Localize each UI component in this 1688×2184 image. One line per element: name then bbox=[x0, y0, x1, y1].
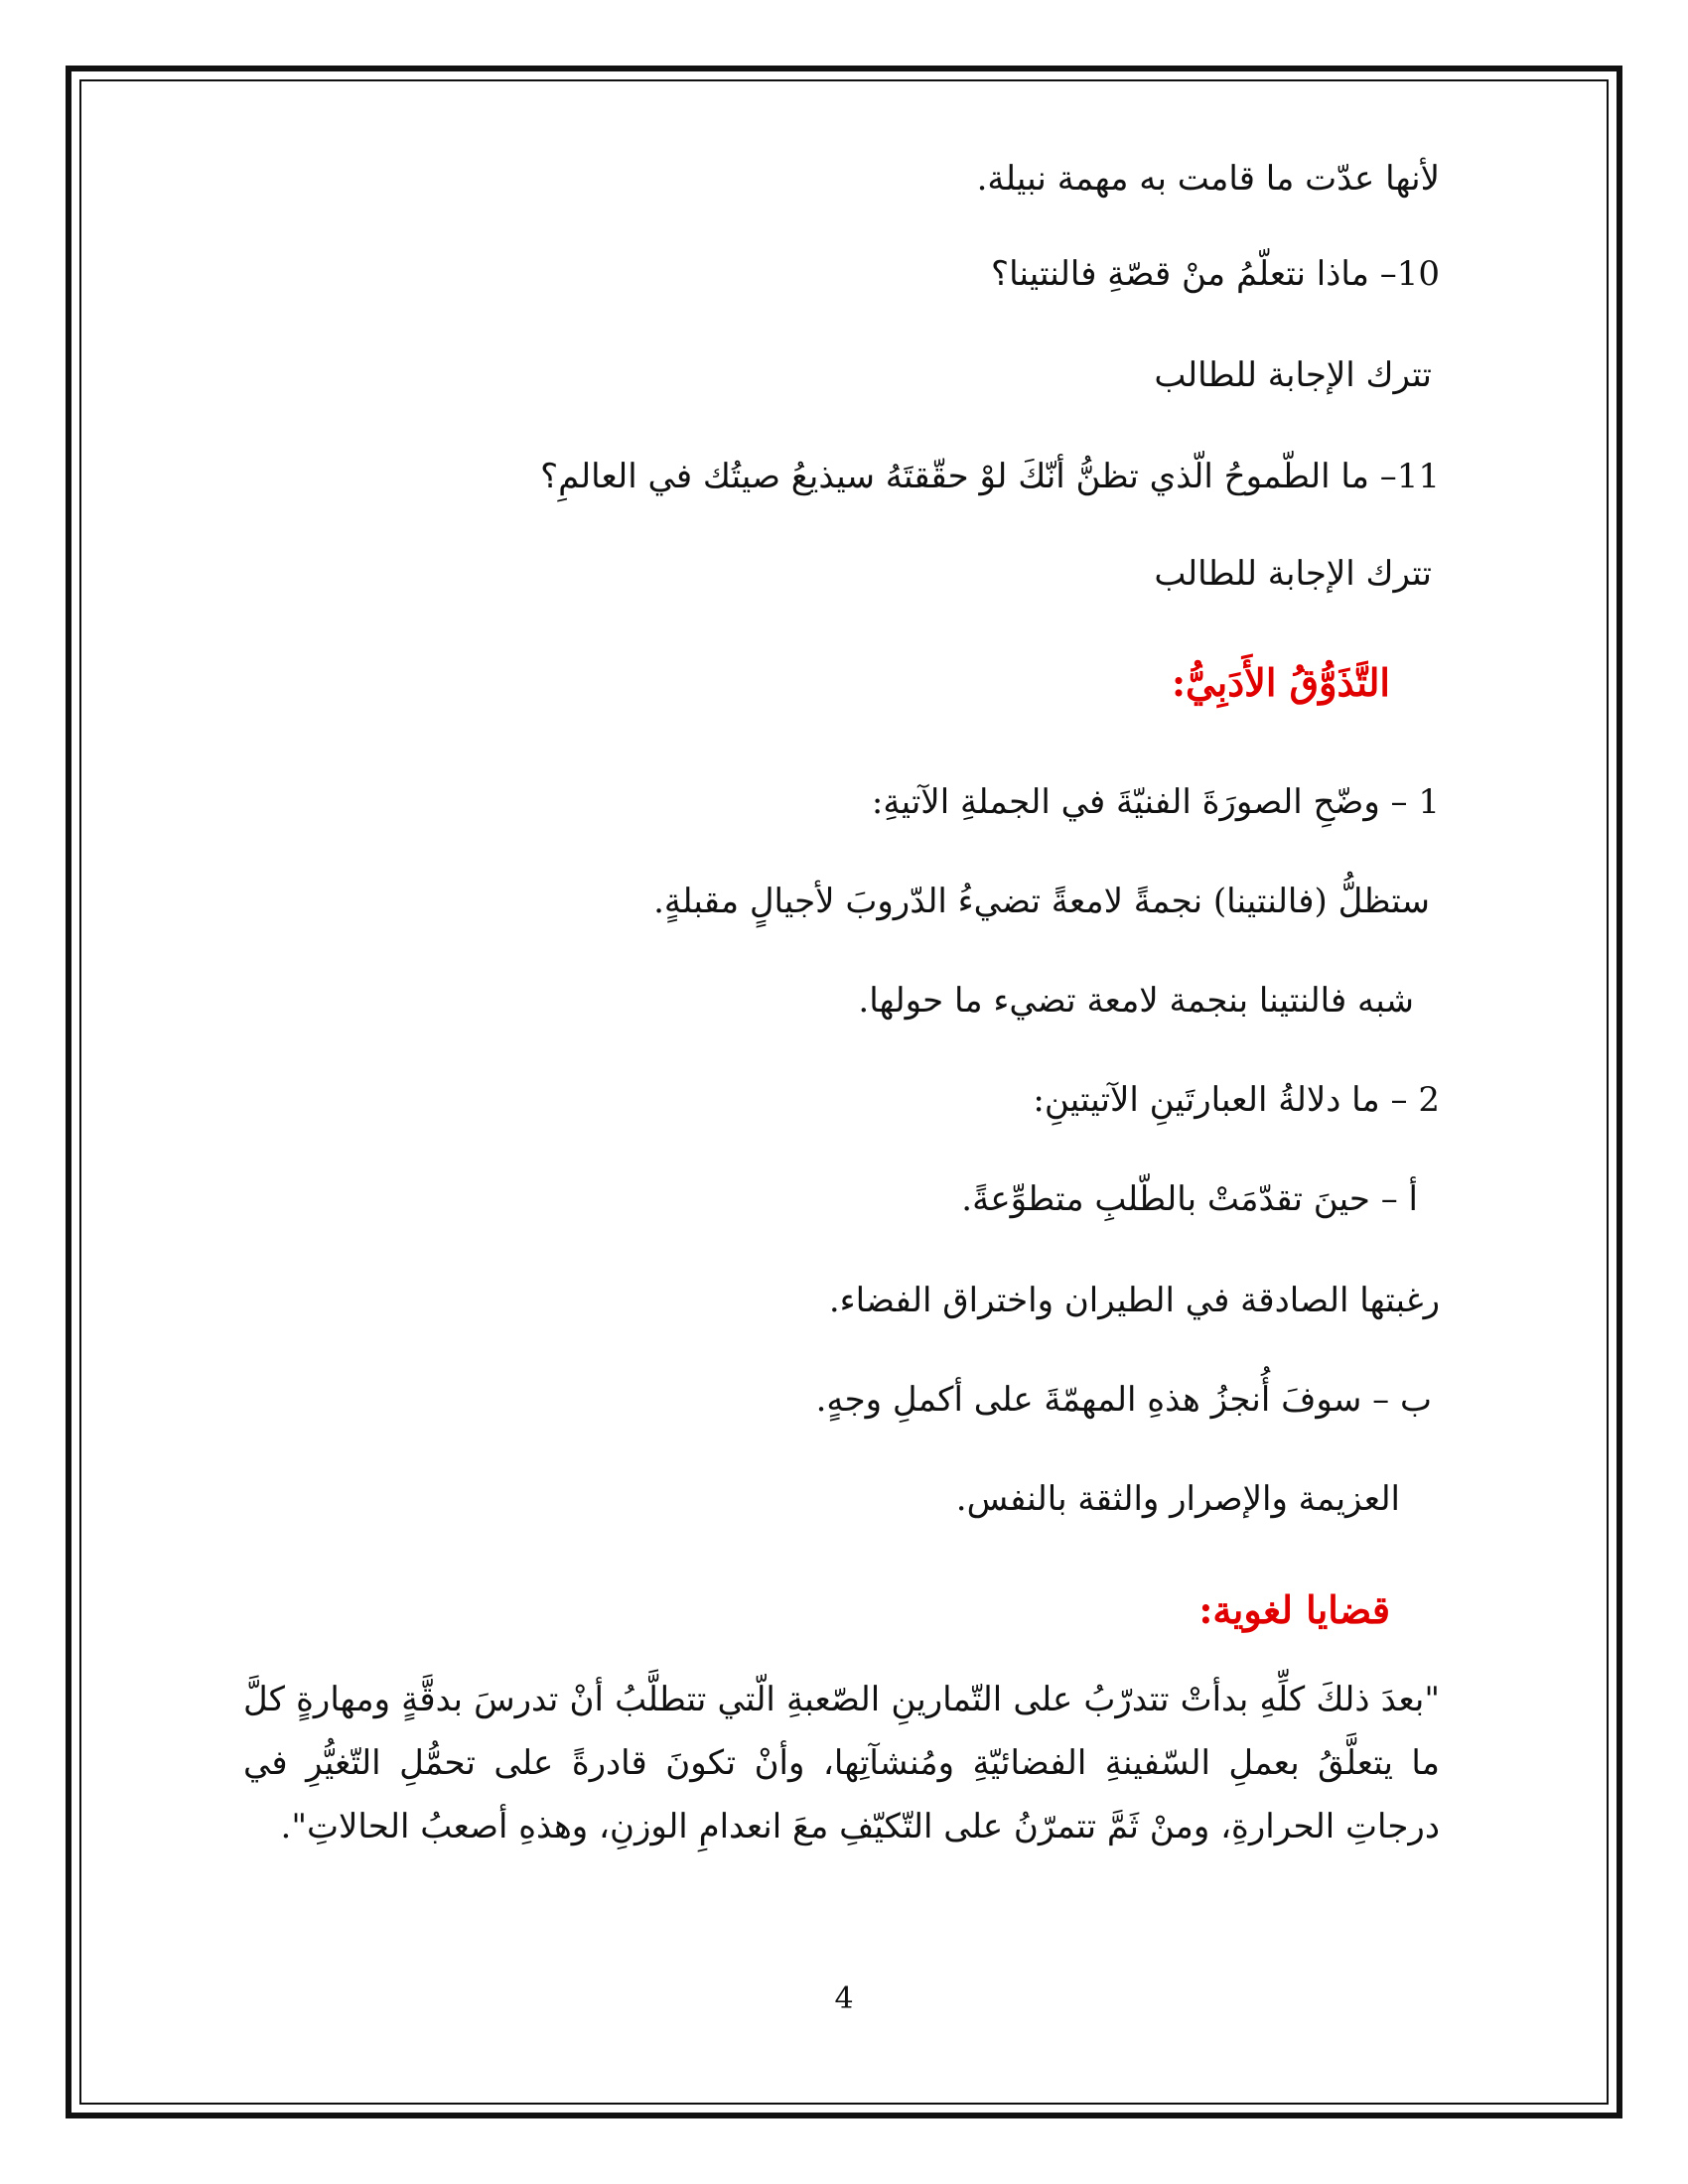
language-paragraph: "بعدَ ذلكَ كلِّهِ بدأتْ تتدرّبُ على التّمارينِ الصّعبةِ الّتي تتطلَّبُ أنْ تدرسَ بدقَّةٍ ومهارةٍ كلَّ ما يتعلَّقُ بعملِ السّفينةِ الفضائيّةِ ومُنشآتِها، وأنْ تكونَ قادرةً على تحمُّلِ التّغيُّرِ في درجاتِ الحرارةِ، ومنْ ثَمَّ تتمرّنُ على التّكيّفِ معَ انعدامِ الوزنِ، وهذهِ أصعبُ الحالاتِ". bbox=[243, 1680, 1440, 1846]
literary-question-1-sentence: ستظلُّ (فالنتينا) نجمةً لامعةً تضيءُ الدّروبَ لأجيالٍ مقبلةٍ. bbox=[653, 882, 1430, 921]
literary-question-2: 2 – ما دلالةُ العبارتَينِ الآتيتينِ: bbox=[1033, 1080, 1440, 1120]
page-number: 4 bbox=[834, 1981, 854, 2016]
language-issues-heading: قضايا لغوية: bbox=[1198, 1587, 1390, 1632]
answer-line-9: لأنها عدّت ما قامت به مهمة نبيلة. bbox=[976, 159, 1440, 199]
literary-answer-1: شبه فالنتينا بنجمة لامعة تضيء ما حولها. bbox=[858, 981, 1414, 1021]
question-10: 10– ماذا نتعلّمُ منْ قصّةِ فالنتينا؟ bbox=[991, 254, 1440, 294]
literary-answer-2a: رغبتها الصادقة في الطيران واختراق الفضاء. bbox=[828, 1281, 1440, 1320]
literary-appreciation-heading: التَّذَوُّقُ الأَدَبِيُّ: bbox=[1171, 660, 1390, 705]
literary-answer-2b: العزيمة والإصرار والثقة بالنفس. bbox=[955, 1479, 1400, 1519]
literary-question-1: 1 – وضّحِ الصورَةَ الفنيّةَ في الجملةِ الآتيةِ: bbox=[871, 782, 1440, 822]
answer-11: تترك الإجابة للطالب bbox=[1154, 554, 1432, 594]
literary-question-2a: أ – حينَ تقدّمَتْ بالطّلبِ متطوِّعةً. bbox=[961, 1179, 1418, 1219]
answer-10: تترك الإجابة للطالب bbox=[1154, 355, 1432, 395]
literary-question-2b: ب – سوفَ أُنجزُ هذهِ المهمّةَ على أكملِ وجهٍ. bbox=[815, 1380, 1432, 1420]
question-11: 11– ما الطّموحُ الّذي تظنُّ أنّكَ لوْ حقّقتَهُ سيذيعُ صيتُك في العالمِ؟ bbox=[540, 457, 1440, 496]
